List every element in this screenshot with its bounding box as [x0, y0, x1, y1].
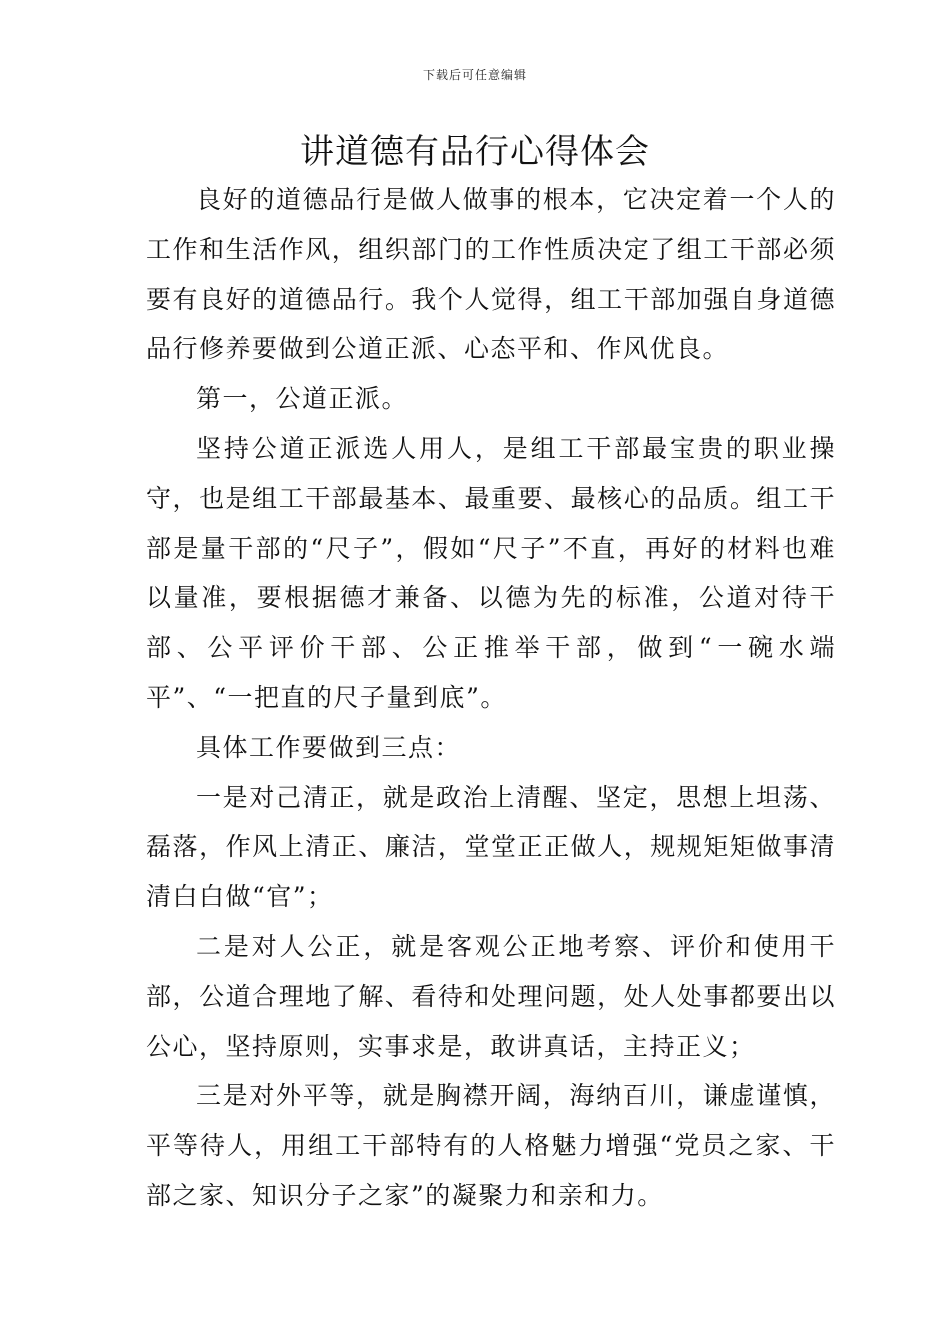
paragraph-point-three: 三是对外平等，就是胸襟开阔，海纳百川，谦虚谨慎，平等待人，用组工干部特有的人格魅力增强“党员之家、干部之家、知识分子之家”的凝聚力和亲和力。 [146, 1081, 836, 1210]
header-note: 下载后可任意编辑 [422, 68, 527, 82]
section-heading-first: 第一，公道正派。 [196, 384, 409, 414]
document-title: 讲道德有品行心得体会 [300, 132, 650, 172]
paragraph-three-points: 具体工作要做到三点： [196, 732, 462, 762]
paragraph-point-one: 一是对己清正，就是政治上清醒、坚定，思想上坦荡、磊落，作风上清正、廉洁，堂堂正正做人，规规矩矩做事清清白白做“官”； [146, 782, 836, 912]
paragraph-intro: 良好的道德品行是做人做事的根本，它决定着一个人的工作和生活作风，组织部门的工作性质决定了组工干部必须要有良好的道德品行。我个人觉得，组工干部加强自身道德品行修养要做到公道正派、心态平和、作风优良。 [146, 185, 836, 364]
paragraph-fairness: 坚持公道正派选人用人，是组工干部最宝贵的职业操守，也是组工干部最基本、最重要、最核心的品质。组工干部是量干部的“尺子”，假如“尺子”不直，再好的材料也难以量准，要根据德才兼备、以德为先的标准，公道对待干部、公平评价干部、公正推举干部，做到“一碗水端平”、“一把直的尺子量到底”。 [146, 433, 836, 712]
paragraph-point-two: 二是对人公正，就是客观公正地考察、评价和使用干部，公道合理地了解、看待和处理问题，处人处事都要出以公心，坚持原则，实事求是，敢讲真话，主持正义； [146, 931, 836, 1061]
document-body [146, 175, 836, 1221]
